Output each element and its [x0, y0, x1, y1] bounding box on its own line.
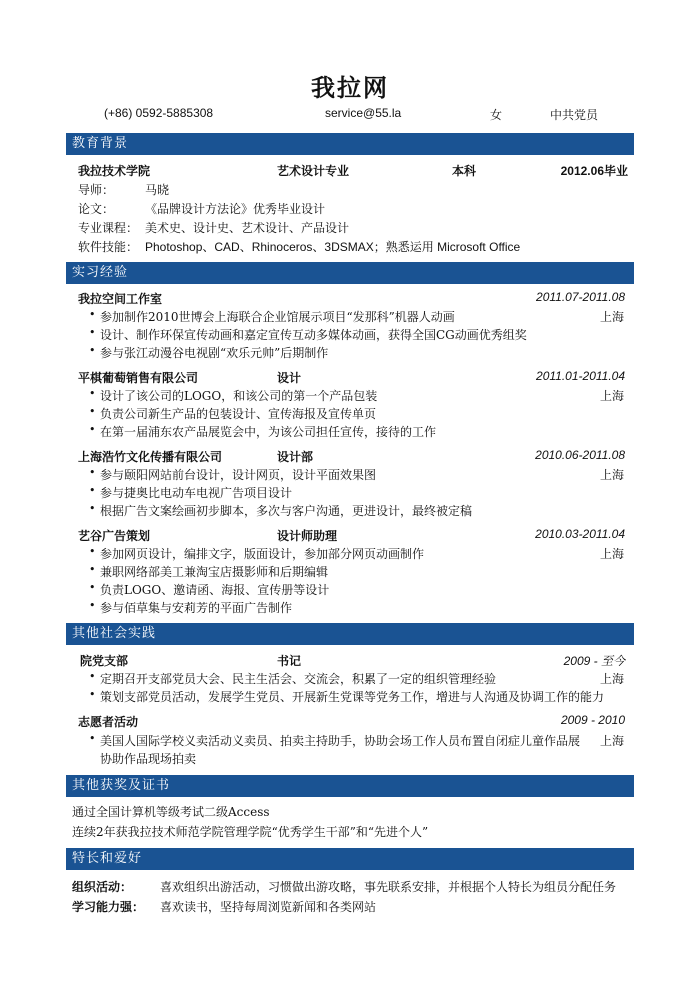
job-dates: 2011.01-2011.04 — [536, 369, 625, 383]
job-role: 设计部 — [277, 450, 314, 464]
social-dates: 2009 - 2010 — [560, 713, 625, 727]
skills-label: 软件技能： — [78, 240, 139, 254]
phone-number: (+86) 0592-5885308 — [104, 106, 214, 120]
hobby-label: 学习能力强： — [72, 900, 145, 914]
education-graduation: 2012.06毕业 — [560, 164, 628, 178]
job-dates: 2010.06-2011.08 — [535, 448, 625, 462]
political-status: 中共党员 — [550, 108, 599, 122]
job-bullet: • 在第一届浦东农产品展览会中，为该公司担任宣传，接待的工作 — [89, 423, 437, 439]
job-dates: 2011.07-2011.08 — [536, 290, 625, 304]
job-company: 平棋葡萄销售有限公司 — [78, 371, 199, 385]
job-company: 上海浩竹文化传播有限公司 — [78, 450, 223, 464]
job-location: 上海 — [600, 468, 625, 482]
hobby-text: 喜欢读书，坚持每周浏览新闻和各类网站 — [160, 900, 377, 914]
job-location: 上海 — [600, 389, 625, 403]
education-degree: 本科 — [452, 164, 477, 178]
job-dates: 2010.03-2011.04 — [535, 527, 625, 541]
award-item: 连续2年获我拉技术师范学院管理学院“优秀学生干部”和“先进个人” — [72, 825, 429, 839]
job-bullet: • 设计了该公司的LOGO，和该公司的第一个产品包装 — [89, 387, 378, 403]
social-bullet: • 定期召开支部党员大会、民主生活会、交流会，积累了一定的组织管理经验 — [89, 670, 497, 686]
job-location: 上海 — [600, 547, 625, 561]
candidate-name: 我拉网 — [311, 73, 389, 102]
social-location: 上海 — [600, 734, 625, 748]
job-bullet: • 参与张江动漫谷电视剧“欢乐元帅”后期制作 — [89, 344, 329, 360]
social-bullet: • 美国人国际学校义卖活动义卖员、拍卖主持助手，协助会场工作人员布置自闭症儿童作品展 — [89, 732, 581, 748]
job-company: 我拉空间工作室 — [78, 292, 163, 306]
skills-value: Photoshop、CAD、Rhinoceros、3DSMAX；熟悉运用 Microsoft Office — [145, 240, 521, 254]
award-item: 通过全国计算机等级考试二级Access — [72, 805, 270, 819]
social-location: 上海 — [600, 672, 625, 686]
thesis-label: 论文： — [78, 202, 115, 216]
mentor-label: 导师： — [78, 183, 115, 197]
social-bullet: • 策划支部党员活动，发展学生党员、开展新生党课等党务工作，增进与人沟通及协调工作的能力 — [89, 688, 605, 704]
job-location: 上海 — [600, 310, 625, 324]
section-header-education: 教育背景 — [66, 133, 634, 155]
social-org: 院党支部 — [80, 654, 129, 668]
section-header-awards: 其他获奖及证书 — [66, 775, 634, 797]
job-company: 艺谷广告策划 — [78, 529, 151, 543]
social-bullet-continued: 协助作品现场拍卖 — [100, 752, 197, 766]
courses-label: 专业课程： — [78, 221, 139, 235]
gender: 女 — [490, 108, 503, 122]
education-school: 我拉技术学院 — [78, 164, 151, 178]
thesis-value: 《品牌设计方法论》优秀毕业设计 — [145, 202, 326, 216]
hobby-text: 喜欢组织出游活动，习惯做出游攻略，事先联系安排，并根据个人特长为组员分配任务 — [160, 880, 617, 894]
social-org: 志愿者活动 — [78, 715, 139, 729]
courses-value: 美术史、设计史、艺术设计、产品设计 — [145, 221, 350, 235]
job-bullet: • 负责公司新生产品的包装设计、宣传海报及宣传单页 — [89, 405, 377, 421]
job-bullet: • 参与佰草集与安莉芳的平面广告制作 — [89, 599, 293, 615]
social-dates: 2009 - 至今 — [563, 654, 625, 668]
section-header-hobbies: 特长和爱好 — [66, 848, 634, 870]
job-bullet: • 参与捷奥比电动车电视广告项目设计 — [89, 484, 293, 500]
mentor-value: 马晓 — [145, 183, 170, 197]
job-role: 设计 — [277, 371, 302, 385]
section-header-social: 其他社会实践 — [66, 623, 634, 645]
job-bullet: • 参与颐阳网站前台设计，设计网页，设计平面效果图 — [89, 466, 377, 482]
job-bullet: • 根据广告文案绘画初步脚本，多次与客户沟通，更进设计，最终被定稿 — [89, 502, 473, 518]
section-header-internship: 实习经验 — [66, 262, 634, 284]
job-bullet: • 兼职网络部美工兼淘宝店摄影师和后期编辑 — [89, 563, 329, 579]
education-major: 艺术设计专业 — [277, 164, 350, 178]
email-address: service@55.la — [325, 106, 402, 120]
hobby-label: 组织活动： — [72, 880, 133, 894]
job-bullet: • 设计、制作环保宣传动画和嘉定宣传互动多媒体动画，获得全国CG动画优秀组奖 — [89, 326, 527, 342]
job-bullet: • 参加网页设计，编排文字，版面设计，参加部分网页动画制作 — [89, 545, 425, 561]
job-bullet: • 参加制作2010世博会上海联合企业馆展示项目“发那科”机器人动画 — [89, 308, 455, 324]
social-role: 书记 — [277, 654, 302, 668]
job-bullet: • 负责LOGO、邀请函、海报、宣传册等设计 — [89, 581, 330, 597]
job-role: 设计师助理 — [277, 529, 338, 543]
